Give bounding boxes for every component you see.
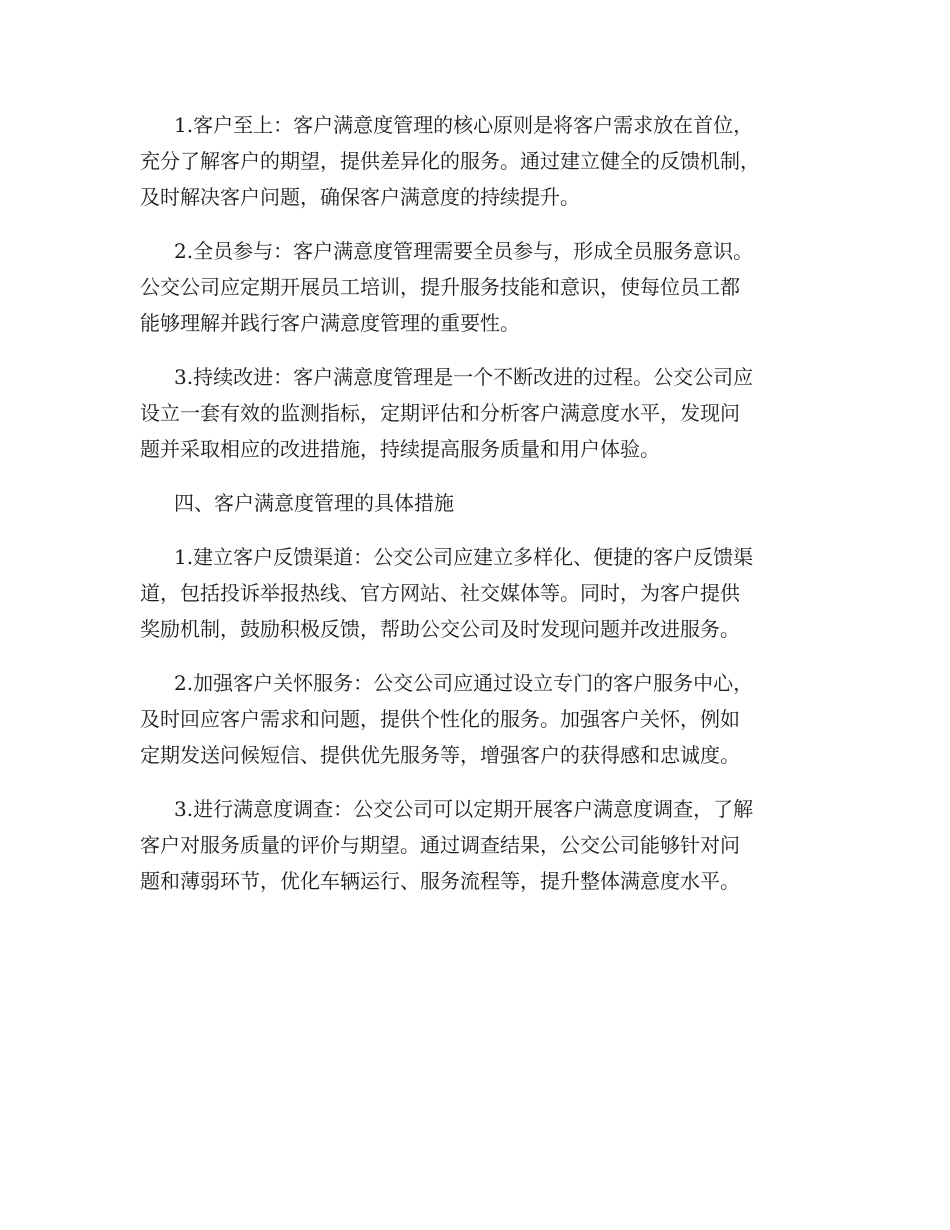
- paragraph-line: 客户对服务质量的评价与期望。通过调查结果，公交公司能够针对问: [140, 833, 740, 857]
- document-body: [140, 107, 810, 917]
- paragraph-line: 题并采取相应的改进措施，持续提高服务质量和用户体验。: [140, 437, 660, 461]
- paragraph-line: 设立一套有效的监测指标，定期评估和分析客户满意度水平，发现问: [140, 401, 740, 425]
- paragraph-line: 1.建立客户反馈渠道：公交公司应建立多样化、便捷的客户反馈渠: [174, 545, 754, 569]
- paragraph-line: 题和薄弱环节，优化车辆运行、服务流程等，提升整体满意度水平。: [140, 869, 740, 893]
- section-heading-text: 四、客户满意度管理的具体措施: [174, 491, 454, 515]
- paragraph-line: 3.持续改进：客户满意度管理是一个不断改进的过程。公交公司应: [174, 365, 754, 389]
- paragraph-measure-customer-care: [140, 665, 810, 773]
- paragraph-line: 能够理解并践行客户满意度管理的重要性。: [140, 311, 520, 335]
- paragraph-line: 定期发送问候短信、提供优先服务等，增强客户的获得感和忠诚度。: [140, 743, 740, 767]
- paragraph-principle-customer-first: [140, 107, 810, 215]
- section-heading: [140, 485, 810, 521]
- paragraph-line: 道，包括投诉举报热线、官方网站、社交媒体等。同时，为客户提供: [140, 581, 740, 605]
- paragraph-line: 充分了解客户的期望，提供差异化的服务。通过建立健全的反馈机制，: [140, 149, 760, 173]
- paragraph-principle-continuous-improvement: [140, 359, 810, 467]
- paragraph-line: 1.客户至上：客户满意度管理的核心原则是将客户需求放在首位，: [174, 113, 754, 137]
- paragraph-line: 奖励机制，鼓励积极反馈，帮助公交公司及时发现问题并改进服务。: [140, 617, 740, 641]
- paragraph-line: 2.加强客户关怀服务：公交公司应通过设立专门的客户服务中心，: [174, 671, 754, 695]
- paragraph-line: 公交公司应定期开展员工培训，提升服务技能和意识，使每位员工都: [140, 275, 740, 299]
- paragraph-line: 3.进行满意度调查：公交公司可以定期开展客户满意度调查，了解: [174, 797, 754, 821]
- paragraph-line: 及时解决客户问题，确保客户满意度的持续提升。: [140, 185, 580, 209]
- paragraph-principle-full-participation: [140, 233, 810, 341]
- paragraph-measure-satisfaction-survey: [140, 791, 810, 899]
- paragraph-measure-feedback-channels: [140, 539, 810, 647]
- paragraph-line: 及时回应客户需求和问题，提供个性化的服务。加强客户关怀，例如: [140, 707, 740, 731]
- paragraph-line: 2.全员参与：客户满意度管理需要全员参与，形成全员服务意识。: [174, 239, 754, 263]
